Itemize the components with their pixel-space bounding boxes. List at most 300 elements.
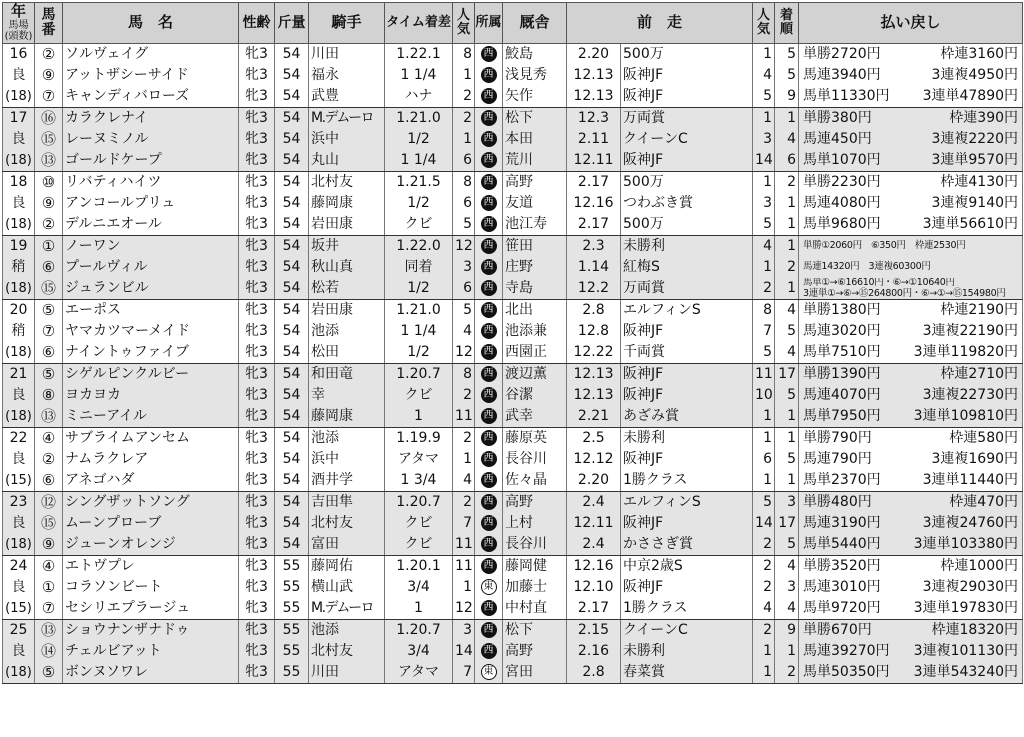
payout-line: [801, 214, 1020, 235]
payout-left: 馬連3190円: [803, 515, 881, 531]
prev-race-date: 2.15: [567, 620, 621, 642]
payout-left: 馬単7950円: [803, 408, 881, 424]
jockey-name: 丸山: [309, 150, 385, 172]
payout-line: [801, 428, 1020, 449]
horse-row: [3, 44, 1023, 66]
affiliation: [475, 598, 503, 620]
popularity: 12: [453, 598, 475, 620]
race-year-cell: 23: [3, 492, 35, 514]
post-number-circle: ①: [41, 577, 56, 596]
weight-carried: 54: [275, 470, 309, 492]
race-year-cell: 稍: [3, 321, 35, 342]
payout-cell: [799, 44, 1023, 66]
popularity: 8: [453, 44, 475, 66]
affiliation-badge: 西: [481, 152, 497, 168]
sex-age: 牝3: [239, 577, 275, 598]
horse-name: ヨカヨカ: [63, 385, 239, 406]
affiliation: [475, 641, 503, 662]
jockey-name: 川田: [309, 44, 385, 66]
trainer-name: 上村: [503, 513, 567, 534]
payout-left: 単勝790円: [803, 430, 872, 446]
prev-popularity: 1: [753, 257, 775, 278]
horse-name: ナイントゥファイブ: [63, 342, 239, 364]
time-margin: 1/2: [385, 193, 453, 214]
prev-finish: 2: [775, 172, 799, 194]
time-margin: 1 3/4: [385, 470, 453, 492]
popularity: 2: [453, 492, 475, 514]
weight-carried: 54: [275, 172, 309, 194]
payout-left: 馬連4080円: [803, 195, 881, 211]
affiliation-badge: 東: [481, 664, 497, 680]
prev-popularity: 6: [753, 449, 775, 470]
horse-name: アンコールプリュ: [63, 193, 239, 214]
prev-popularity: 2: [753, 278, 775, 300]
affiliation-badge: 西: [481, 622, 497, 638]
post-number: [35, 513, 63, 534]
jockey-name: 富田: [309, 534, 385, 556]
weight-carried: 55: [275, 620, 309, 642]
prev-race-name: 阪神JF: [621, 577, 753, 598]
sex-age: 牝3: [239, 598, 275, 620]
affiliation: [475, 534, 503, 556]
time-margin: アタマ: [385, 662, 453, 684]
affiliation-badge: 西: [481, 110, 497, 126]
weight-carried: 54: [275, 492, 309, 514]
trainer-name: 高野: [503, 492, 567, 514]
post-number-circle: ⑥: [41, 342, 56, 361]
payout-cell: [799, 385, 1023, 406]
popularity: 11: [453, 534, 475, 556]
affiliation: [475, 321, 503, 342]
weight-carried: 54: [275, 342, 309, 364]
affiliation-badge: 西: [481, 280, 497, 296]
sex-age: 牝3: [239, 620, 275, 642]
affiliation-badge: 西: [481, 323, 497, 339]
time-margin: クビ: [385, 513, 453, 534]
affiliation: [475, 385, 503, 406]
trainer-name: 寺島: [503, 278, 567, 300]
post-number-circle: ⑨: [41, 193, 56, 212]
trainer-name: 池添兼: [503, 321, 567, 342]
weight-carried: 54: [275, 193, 309, 214]
header-prev: 前 走: [567, 3, 753, 44]
payout-left: 単勝1380円: [803, 302, 881, 318]
horse-name: プールヴィル: [63, 257, 239, 278]
horse-row: [3, 449, 1023, 470]
header-pop: 人気: [453, 3, 475, 44]
payout-right: 3連単109810円: [913, 408, 1019, 424]
prev-popularity: 5: [753, 342, 775, 364]
horse-row: [3, 278, 1023, 300]
prev-popularity: 1: [753, 108, 775, 130]
payout-cell: [799, 513, 1023, 534]
prev-popularity: 1: [753, 172, 775, 194]
payout-left: 単勝1390円: [803, 366, 881, 382]
prev-race-name: 万両賞: [621, 278, 753, 300]
payout-line: [801, 385, 1020, 406]
trainer-name: 池江寿: [503, 214, 567, 236]
payout-right: 枠連18320円: [931, 622, 1019, 638]
prev-finish: 2: [775, 257, 799, 278]
payout-line: [801, 662, 1020, 683]
prev-finish: 1: [775, 641, 799, 662]
payout-left: 馬単1070円: [803, 152, 881, 168]
payout-left: 馬単50350円: [803, 664, 890, 680]
prev-race-date: 1.14: [567, 257, 621, 278]
prev-race-name: 紅梅S: [621, 257, 753, 278]
post-number: [35, 321, 63, 342]
race-year-cell: 21: [3, 364, 35, 386]
prev-popularity: 8: [753, 300, 775, 322]
affiliation: [475, 662, 503, 684]
popularity: 7: [453, 662, 475, 684]
results-body: [3, 44, 1023, 684]
prev-finish: 3: [775, 492, 799, 514]
sex-age: 牝3: [239, 556, 275, 578]
time-margin: 1/2: [385, 129, 453, 150]
payout-line: [801, 65, 1020, 86]
popularity: 6: [453, 278, 475, 300]
prev-race-name: 未勝利: [621, 236, 753, 258]
jockey-name: 浜中: [309, 129, 385, 150]
affiliation: [475, 193, 503, 214]
payout-right: 枠連390円: [949, 110, 1019, 126]
horse-row: [3, 662, 1023, 684]
time-margin: クビ: [385, 214, 453, 236]
payout-left: 馬連450円: [803, 131, 872, 147]
prev-race-name: 阪神JF: [621, 86, 753, 108]
affiliation-badge: 西: [481, 88, 497, 104]
weight-carried: 54: [275, 278, 309, 300]
weight-carried: 54: [275, 65, 309, 86]
weight-carried: 55: [275, 598, 309, 620]
weight-carried: 54: [275, 406, 309, 428]
horse-name: カラクレナイ: [63, 108, 239, 130]
jockey-name: 藤岡康: [309, 193, 385, 214]
horse-name: デルニエオール: [63, 214, 239, 236]
payout-cell: [799, 86, 1023, 108]
race-year-cell: 22: [3, 428, 35, 450]
prev-popularity: 7: [753, 321, 775, 342]
post-number: [35, 193, 63, 214]
header-affiliation: 所属: [475, 3, 503, 44]
prev-race-date: 12.13: [567, 364, 621, 386]
affiliation-badge: 西: [481, 46, 497, 62]
horse-name: ミニーアイル: [63, 406, 239, 428]
header-payout: 払い戻し: [799, 3, 1023, 44]
payout-right: 3連単197830円: [913, 600, 1019, 616]
race-year-cell: 20: [3, 300, 35, 322]
horse-row: [3, 65, 1023, 86]
weight-carried: 55: [275, 662, 309, 684]
payout-cell: [799, 300, 1023, 322]
post-number-circle: ⑫: [40, 492, 56, 511]
jockey-name: 岩田康: [309, 300, 385, 322]
horse-row: [3, 300, 1023, 322]
trainer-name: 本田: [503, 129, 567, 150]
prev-popularity: 14: [753, 150, 775, 172]
horse-name: ナムラクレア: [63, 449, 239, 470]
post-number: [35, 577, 63, 598]
popularity: 14: [453, 641, 475, 662]
weight-carried: 54: [275, 385, 309, 406]
payout-line: [801, 193, 1020, 214]
payout-cell: [799, 172, 1023, 194]
payout-left: 馬連14320円 3連複60300円: [803, 261, 931, 273]
prev-race-name: 万両賞: [621, 108, 753, 130]
popularity: 2: [453, 428, 475, 450]
trainer-name: 長谷川: [503, 449, 567, 470]
payout-line: [801, 449, 1020, 470]
payout-line: [801, 492, 1020, 513]
prev-race-name: 1勝クラス: [621, 470, 753, 492]
horse-name: レーヌミノル: [63, 129, 239, 150]
race-year-cell: (18): [3, 406, 35, 428]
payout-line: [801, 150, 1020, 171]
trainer-name: 藤原英: [503, 428, 567, 450]
post-number: [35, 172, 63, 194]
sex-age: 牝3: [239, 300, 275, 322]
prev-finish: 1: [775, 278, 799, 300]
payout-left: 単勝①2060円 ⑥350円 枠連2530円: [803, 240, 966, 252]
race-year-cell: 良: [3, 129, 35, 150]
popularity: 11: [453, 556, 475, 578]
post-number-circle: ⑤: [41, 662, 56, 681]
jockey-name: 松田: [309, 342, 385, 364]
payout-left: 馬連39270円: [803, 643, 890, 659]
horse-name: シゲルピンクルビー: [63, 364, 239, 386]
weight-carried: 54: [275, 364, 309, 386]
post-number: [35, 108, 63, 130]
post-number: [35, 385, 63, 406]
post-number-circle: ⑮: [40, 129, 56, 148]
payout-right: 枠連470円: [949, 494, 1019, 510]
jockey-name: 岩田康: [309, 214, 385, 236]
horse-name: ノーワン: [63, 236, 239, 258]
post-number-circle: ②: [41, 44, 56, 63]
payout-left: 馬単①→⑥16610円・⑥→①10640円: [803, 278, 955, 288]
horse-name: サブライムアンセム: [63, 428, 239, 450]
prev-race-date: 2.3: [567, 236, 621, 258]
prev-race-date: 12.11: [567, 150, 621, 172]
popularity: 2: [453, 108, 475, 130]
payout-cell: [799, 108, 1023, 130]
payout-line: [801, 241, 1020, 252]
prev-finish: 4: [775, 598, 799, 620]
prev-race-name: かささぎ賞: [621, 534, 753, 556]
weight-carried: 54: [275, 321, 309, 342]
payout-right: 枠連4130円: [940, 174, 1019, 190]
horse-row: [3, 556, 1023, 578]
time-margin: 1: [385, 406, 453, 428]
prev-finish: 17: [775, 513, 799, 534]
payout-left: 馬単9720円: [803, 600, 881, 616]
post-number: [35, 598, 63, 620]
prev-race-date: 2.17: [567, 214, 621, 236]
horse-row: [3, 577, 1023, 598]
payout-left: 単勝2230円: [803, 174, 881, 190]
prev-finish: 9: [775, 86, 799, 108]
popularity: 5: [453, 214, 475, 236]
prev-popularity: 5: [753, 86, 775, 108]
post-number-circle: ④: [41, 428, 56, 447]
jockey-name: 池添: [309, 428, 385, 450]
prev-race-name: 未勝利: [621, 428, 753, 450]
time-margin: 1.22.0: [385, 236, 453, 258]
race-year-cell: (15): [3, 598, 35, 620]
prev-race-date: 12.11: [567, 513, 621, 534]
weight-carried: 55: [275, 577, 309, 598]
post-number: [35, 364, 63, 386]
popularity: 6: [453, 150, 475, 172]
time-margin: 1 1/4: [385, 321, 453, 342]
prev-race-date: 12.16: [567, 556, 621, 578]
time-margin: 3/4: [385, 577, 453, 598]
horse-row: [3, 86, 1023, 108]
post-number-circle: ④: [41, 556, 56, 575]
sex-age: 牝3: [239, 236, 275, 258]
post-number-circle: ②: [41, 449, 56, 468]
sex-age: 牝3: [239, 342, 275, 364]
horse-row: [3, 236, 1023, 258]
payout-right: 枠連2190円: [940, 302, 1019, 318]
post-number-circle: ⑬: [40, 620, 56, 639]
horse-name: ムーンプローブ: [63, 513, 239, 534]
popularity: 7: [453, 513, 475, 534]
payout-cell: [799, 641, 1023, 662]
race-year-cell: (15): [3, 470, 35, 492]
payout-right: 3連単9570円: [931, 152, 1019, 168]
race-year-cell: 良: [3, 513, 35, 534]
prev-popularity: 2: [753, 620, 775, 642]
time-margin: 同着: [385, 257, 453, 278]
prev-race-name: 500万: [621, 214, 753, 236]
payout-cell: [799, 534, 1023, 556]
prev-popularity: 4: [753, 65, 775, 86]
prev-race-date: 12.2: [567, 278, 621, 300]
jockey-name: 川田: [309, 662, 385, 684]
prev-finish: 5: [775, 534, 799, 556]
horse-name: シングザットソング: [63, 492, 239, 514]
affiliation-badge: 西: [481, 195, 497, 211]
popularity: 12: [453, 236, 475, 258]
jockey-name: 北村友: [309, 172, 385, 194]
post-number-circle: ⑮: [40, 513, 56, 532]
prev-race-date: 2.21: [567, 406, 621, 428]
sex-age: 牝3: [239, 172, 275, 194]
sex-age: 牝3: [239, 150, 275, 172]
prev-race-name: 阪神JF: [621, 513, 753, 534]
race-year-cell: 良: [3, 65, 35, 86]
payout-left: 単勝670円: [803, 622, 872, 638]
payout-right: 3連単56610円: [922, 216, 1019, 232]
horse-name: セシリエプラージュ: [63, 598, 239, 620]
post-number: [35, 492, 63, 514]
prev-race-date: 2.5: [567, 428, 621, 450]
race-year-cell: (18): [3, 150, 35, 172]
prev-race-date: 12.10: [567, 577, 621, 598]
time-margin: 1.20.7: [385, 492, 453, 514]
time-margin: クビ: [385, 534, 453, 556]
prev-finish: 17: [775, 364, 799, 386]
race-year-cell: 良: [3, 385, 35, 406]
payout-cell: [799, 556, 1023, 578]
prev-finish: 1: [775, 193, 799, 214]
payout-cell: [799, 620, 1023, 642]
payout-line: [801, 364, 1020, 385]
prev-race-date: 2.17: [567, 172, 621, 194]
payout-right: 枠連2710円: [940, 366, 1019, 382]
jockey-name: 松若: [309, 278, 385, 300]
post-number: [35, 278, 63, 300]
prev-popularity: 1: [753, 44, 775, 66]
sex-age: 牝3: [239, 513, 275, 534]
prev-race-date: 2.4: [567, 492, 621, 514]
payout-left: 馬単2370円: [803, 472, 881, 488]
horse-row: [3, 257, 1023, 278]
payout-line: [801, 129, 1020, 150]
trainer-name: 鮫島: [503, 44, 567, 66]
prev-finish: 5: [775, 449, 799, 470]
post-number-circle: ⑯: [40, 108, 56, 127]
time-margin: クビ: [385, 385, 453, 406]
header-row: [3, 3, 1023, 44]
horse-row: [3, 129, 1023, 150]
jockey-name: 北村友: [309, 513, 385, 534]
prev-finish: 1: [775, 428, 799, 450]
prev-popularity: 2: [753, 556, 775, 578]
payout-right: 3連複4950円: [931, 67, 1019, 83]
weight-carried: 54: [275, 86, 309, 108]
prev-finish: 5: [775, 44, 799, 66]
trainer-name: 高野: [503, 172, 567, 194]
payout-right: 3連複22190円: [922, 323, 1019, 339]
prev-finish: 4: [775, 129, 799, 150]
prev-finish: 4: [775, 342, 799, 364]
post-number: [35, 150, 63, 172]
prev-race-date: 2.17: [567, 598, 621, 620]
affiliation-badge: 西: [481, 408, 497, 424]
weight-carried: 55: [275, 641, 309, 662]
horse-name: リバティハイツ: [63, 172, 239, 194]
prev-race-date: 12.3: [567, 108, 621, 130]
horse-name: エトヴプレ: [63, 556, 239, 578]
race-year-cell: 18: [3, 172, 35, 194]
horse-row: [3, 321, 1023, 342]
affiliation-badge: 西: [481, 366, 497, 382]
payout-line: [801, 598, 1020, 619]
race-year-cell: 良: [3, 449, 35, 470]
payout-cell: [799, 598, 1023, 620]
post-number-circle: ⑥: [41, 470, 56, 489]
prev-finish: 1: [775, 470, 799, 492]
prev-finish: 1: [775, 108, 799, 130]
prev-finish: 2: [775, 662, 799, 684]
time-margin: 1.19.9: [385, 428, 453, 450]
prev-popularity: 4: [753, 598, 775, 620]
affiliation-badge: 西: [481, 238, 497, 254]
post-number: [35, 129, 63, 150]
affiliation-badge: 西: [481, 472, 497, 488]
jockey-name: 秋山真: [309, 257, 385, 278]
horse-row: [3, 492, 1023, 514]
payout-cell: [799, 364, 1023, 386]
payout-cell: [799, 193, 1023, 214]
payout-right: 3連単①→⑥→⑮264800円・⑥→①→⑮154980円: [803, 287, 1006, 299]
payout-cell: [799, 214, 1023, 236]
header-weight: 斤量: [275, 3, 309, 44]
popularity: 1: [453, 577, 475, 598]
